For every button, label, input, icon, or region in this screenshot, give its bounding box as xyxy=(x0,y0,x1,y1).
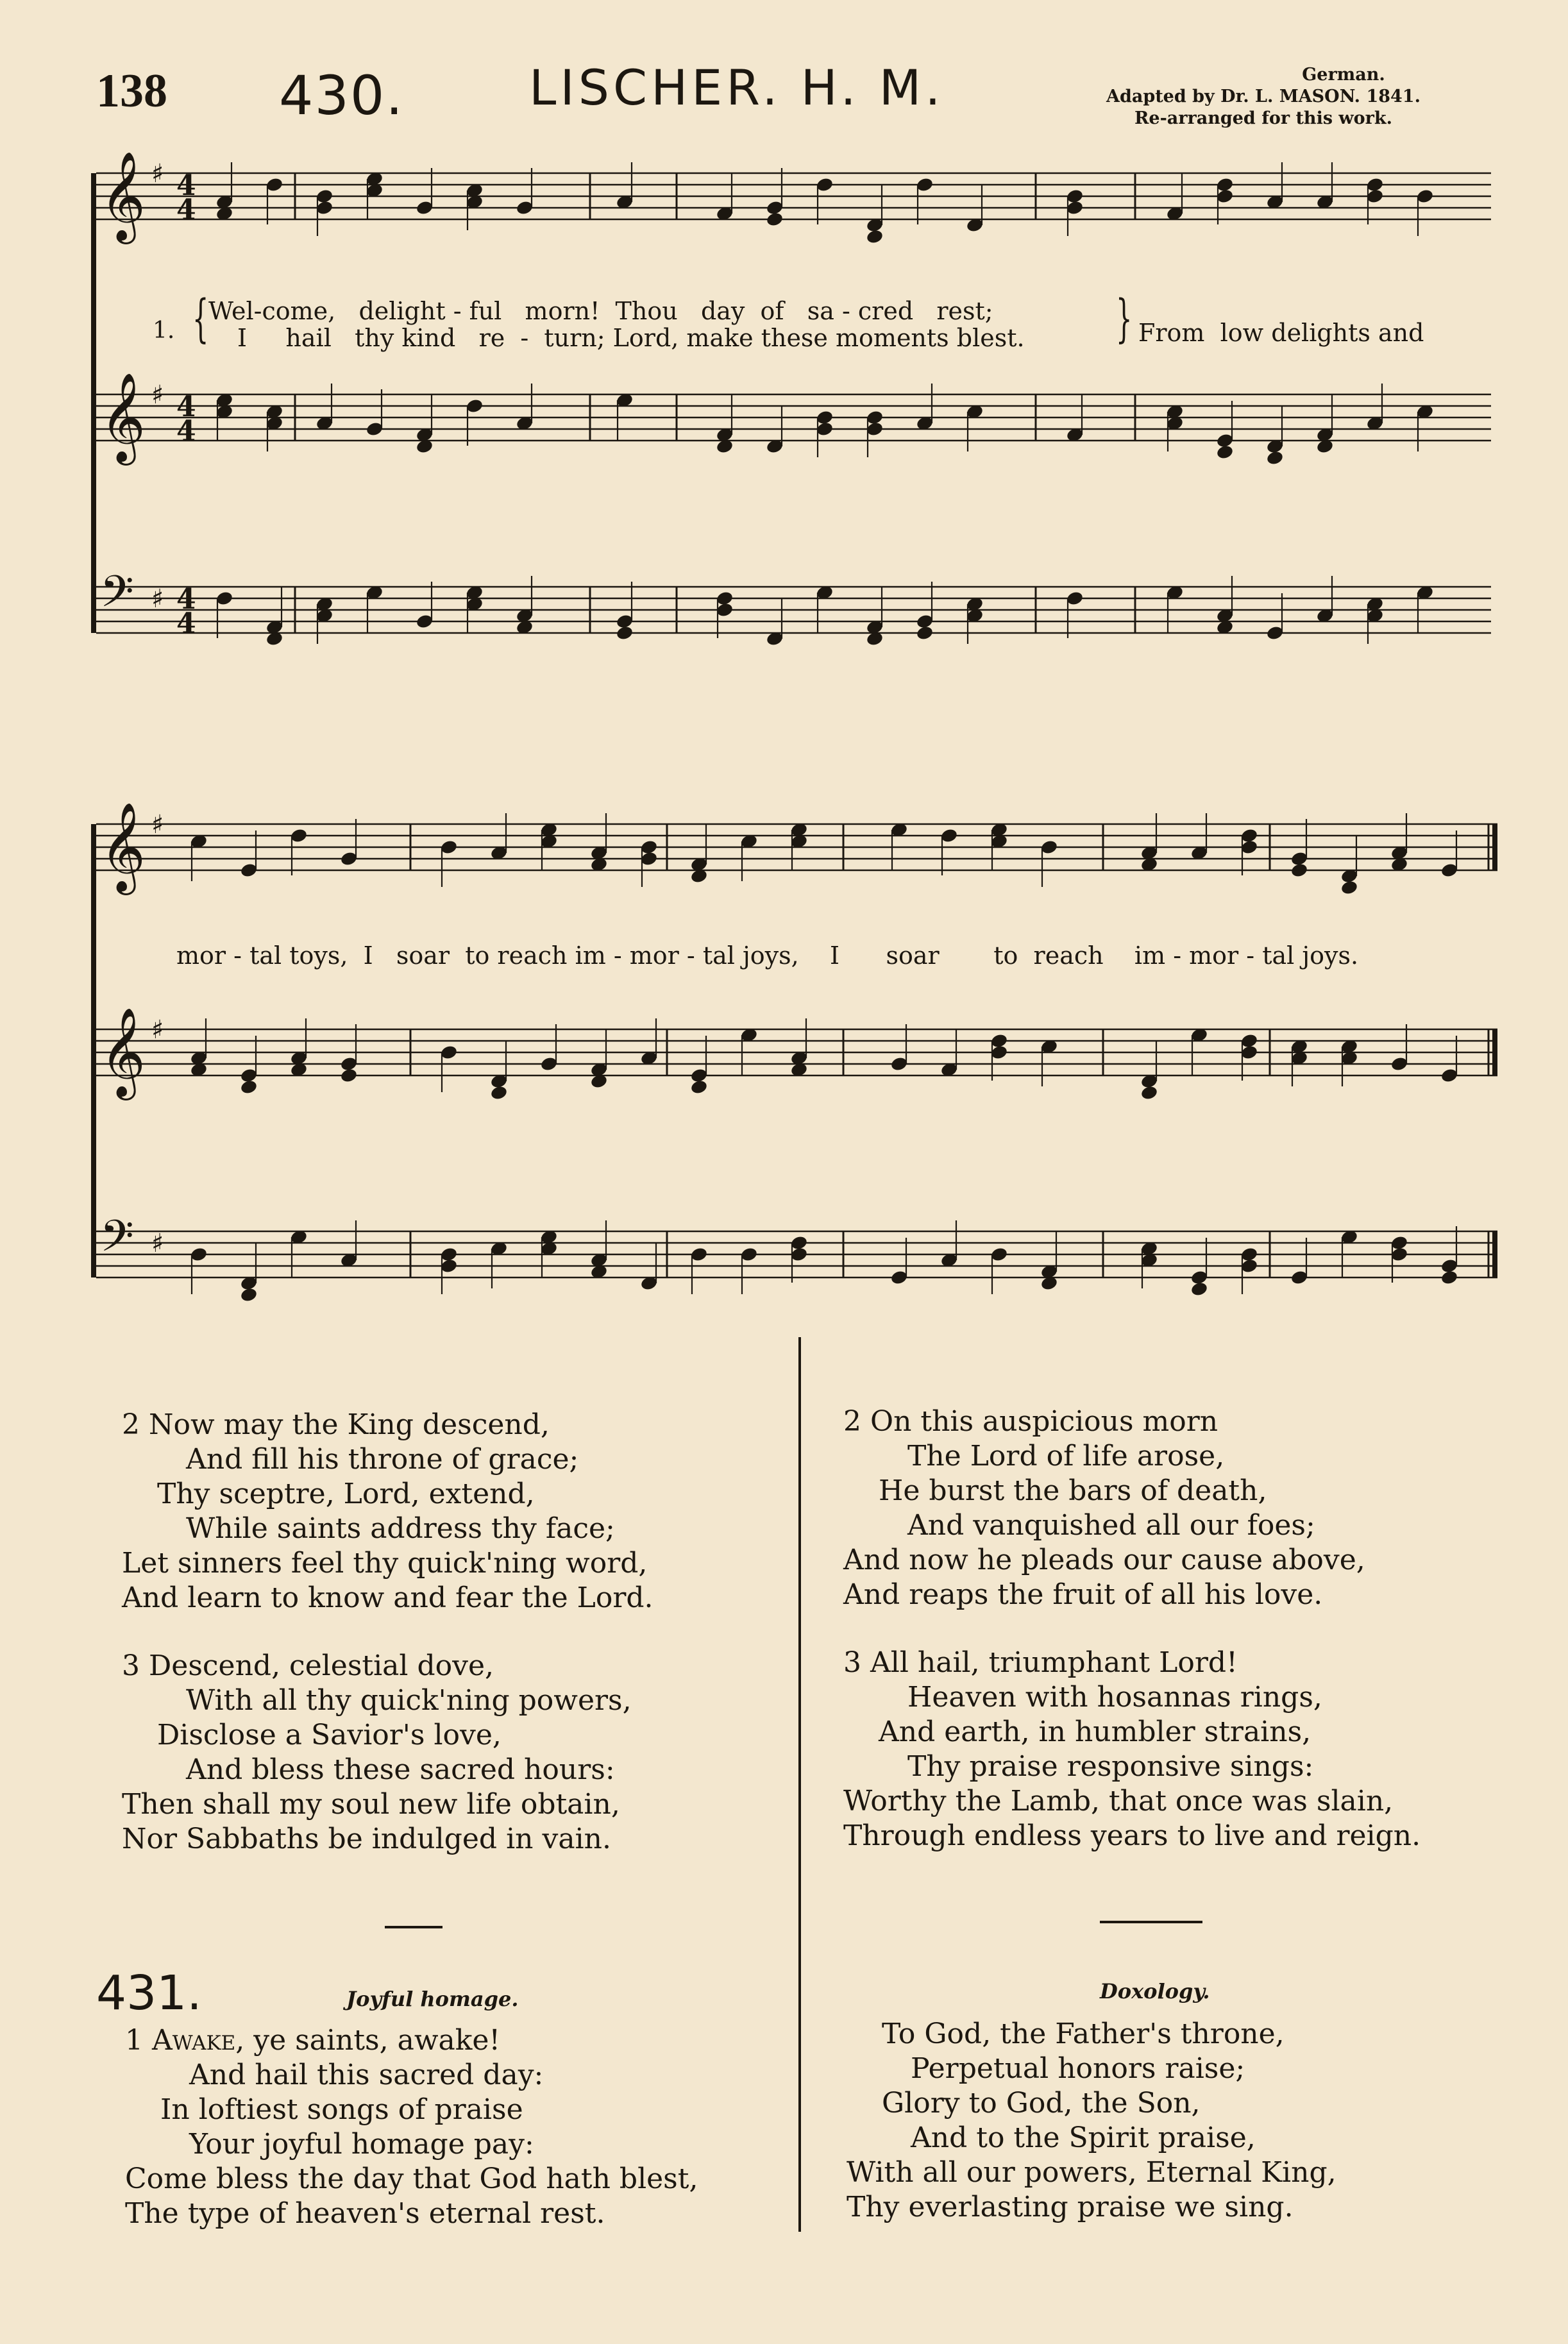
hymn431-subtitle: Joyful homage. xyxy=(346,1987,519,2011)
lyric-line-2: I hail thy kind re - turn; Lord, make these moments blest. xyxy=(237,324,1025,352)
note-head xyxy=(1190,1281,1209,1297)
sharp-icon: ♯ xyxy=(151,584,164,614)
note-head xyxy=(1216,444,1235,460)
verse-number-lyric: 1. xyxy=(153,317,175,344)
separator-rule-left xyxy=(385,1926,443,1928)
time-signature-top: 4 xyxy=(176,583,196,616)
time-signature-top: 4 xyxy=(176,391,196,423)
note-head xyxy=(1140,1084,1159,1100)
note-head xyxy=(616,625,634,641)
page-number: 138 xyxy=(96,65,167,117)
credit-origin: German. xyxy=(1302,65,1385,85)
final-barline-thick xyxy=(1492,1029,1497,1075)
hymn430-right-verses xyxy=(843,1404,1420,1853)
note-head xyxy=(866,228,884,244)
tune-number: 430. xyxy=(279,64,405,127)
note-head xyxy=(1266,450,1285,466)
note-head xyxy=(490,1084,509,1100)
system-bracket xyxy=(91,824,96,1277)
treble-clef-icon: 𝄞 xyxy=(100,151,146,240)
note-head xyxy=(766,211,784,227)
note-head xyxy=(240,1286,258,1303)
bass-clef-icon: 𝄢 xyxy=(100,567,134,628)
credit-arranged: Re-arranged for this work. xyxy=(1134,108,1393,128)
bass-clef-icon: 𝄢 xyxy=(100,1211,134,1272)
sharp-icon: ♯ xyxy=(151,1015,164,1045)
hymn430-left-verses xyxy=(122,1408,653,1857)
note-head xyxy=(1340,879,1359,895)
final-barline-thick xyxy=(1492,1231,1497,1277)
column-divider xyxy=(798,1337,801,2232)
separator-rule-right xyxy=(1100,1921,1202,1923)
brace-left: { xyxy=(192,289,209,348)
time-signature-top: 4 xyxy=(176,169,196,202)
note-head xyxy=(340,1067,358,1083)
note-head xyxy=(1440,1269,1459,1285)
time-signature-bottom: 4 xyxy=(176,607,196,640)
note-head xyxy=(916,625,934,641)
time-signature-bottom: 4 xyxy=(176,194,196,226)
hymn431-number: 431. xyxy=(96,1966,202,2021)
sharp-icon: ♯ xyxy=(151,159,164,189)
tune-title: LISCHER. H. M. xyxy=(529,59,945,116)
verse-2-left: 2 Now may the King descend, And fill his throne of grace; Thy sceptre, Lord, extend, While saints address thy face; Let sinners feel thy quick'ning word, And learn to know and fear the Lord. xyxy=(122,1408,653,1614)
hymn431-verse-1: 1 Awake, ye saints, awake! And hail this sacred day: In loftiest songs of praise Your joyful homage pay: Come bless the day that God hath blest, The type of heaven's eternal rest. xyxy=(125,2024,698,2230)
sharp-icon: ♯ xyxy=(151,380,164,410)
treble-clef-icon: 𝄞 xyxy=(100,1008,146,1097)
lyric-line-1: Wel-come, delight - ful morn! Thou day of sa - cred rest; xyxy=(208,297,993,325)
sharp-icon: ♯ xyxy=(151,1229,164,1258)
time-signature-bottom: 4 xyxy=(176,415,196,448)
treble-clef-icon: 𝄞 xyxy=(100,373,146,462)
sharp-icon: ♯ xyxy=(151,810,164,839)
note-head xyxy=(240,1079,258,1095)
brace-right: } xyxy=(1116,289,1133,348)
treble-clef-icon: 𝄞 xyxy=(100,802,146,891)
verse-3-right: 3 All hail, triumphant Lord! Heaven with hosannas rings, And earth, in humbler strains, Thy praise responsive sings: Worthy the Lamb, that once was slain, Through endless years to live and reign. xyxy=(843,1646,1421,1852)
credit-adapted: Adapted by Dr. L. MASON. 1841. xyxy=(1106,87,1420,106)
final-barline-thick xyxy=(1492,824,1497,870)
lyric-line-3: From low delights and xyxy=(1138,319,1424,347)
doxology-text: To God, the Father's throne, Perpetual honors raise; Glory to God, the Son, And to the Spirit praise, With all our powers, Eternal King, Thy everlasting praise we sing. xyxy=(847,2018,1336,2223)
verse-3-left: 3 Descend, celestial dove, With all thy quick'ning powers, Disclose a Savior's love, And bless these sacred hours: Then shall my soul new life obtain, Nor Sabbaths be indulged in vain. xyxy=(122,1649,632,1855)
system-bracket xyxy=(91,173,96,633)
note-head xyxy=(690,1079,709,1095)
note-head xyxy=(1290,862,1309,878)
verse-2-right: 2 On this auspicious morn The Lord of life arose, He burst the bars of death, And vanquished all our foes; And now he pleads our cause above, And reaps the fruit of all his love. xyxy=(843,1405,1365,1611)
lyric-line-4: mor - tal toys, I soar to reach im - mor - tal joys, I soar to reach im - mor - tal joys. xyxy=(176,941,1359,970)
doxology-title: Doxology. xyxy=(1100,1979,1210,2003)
